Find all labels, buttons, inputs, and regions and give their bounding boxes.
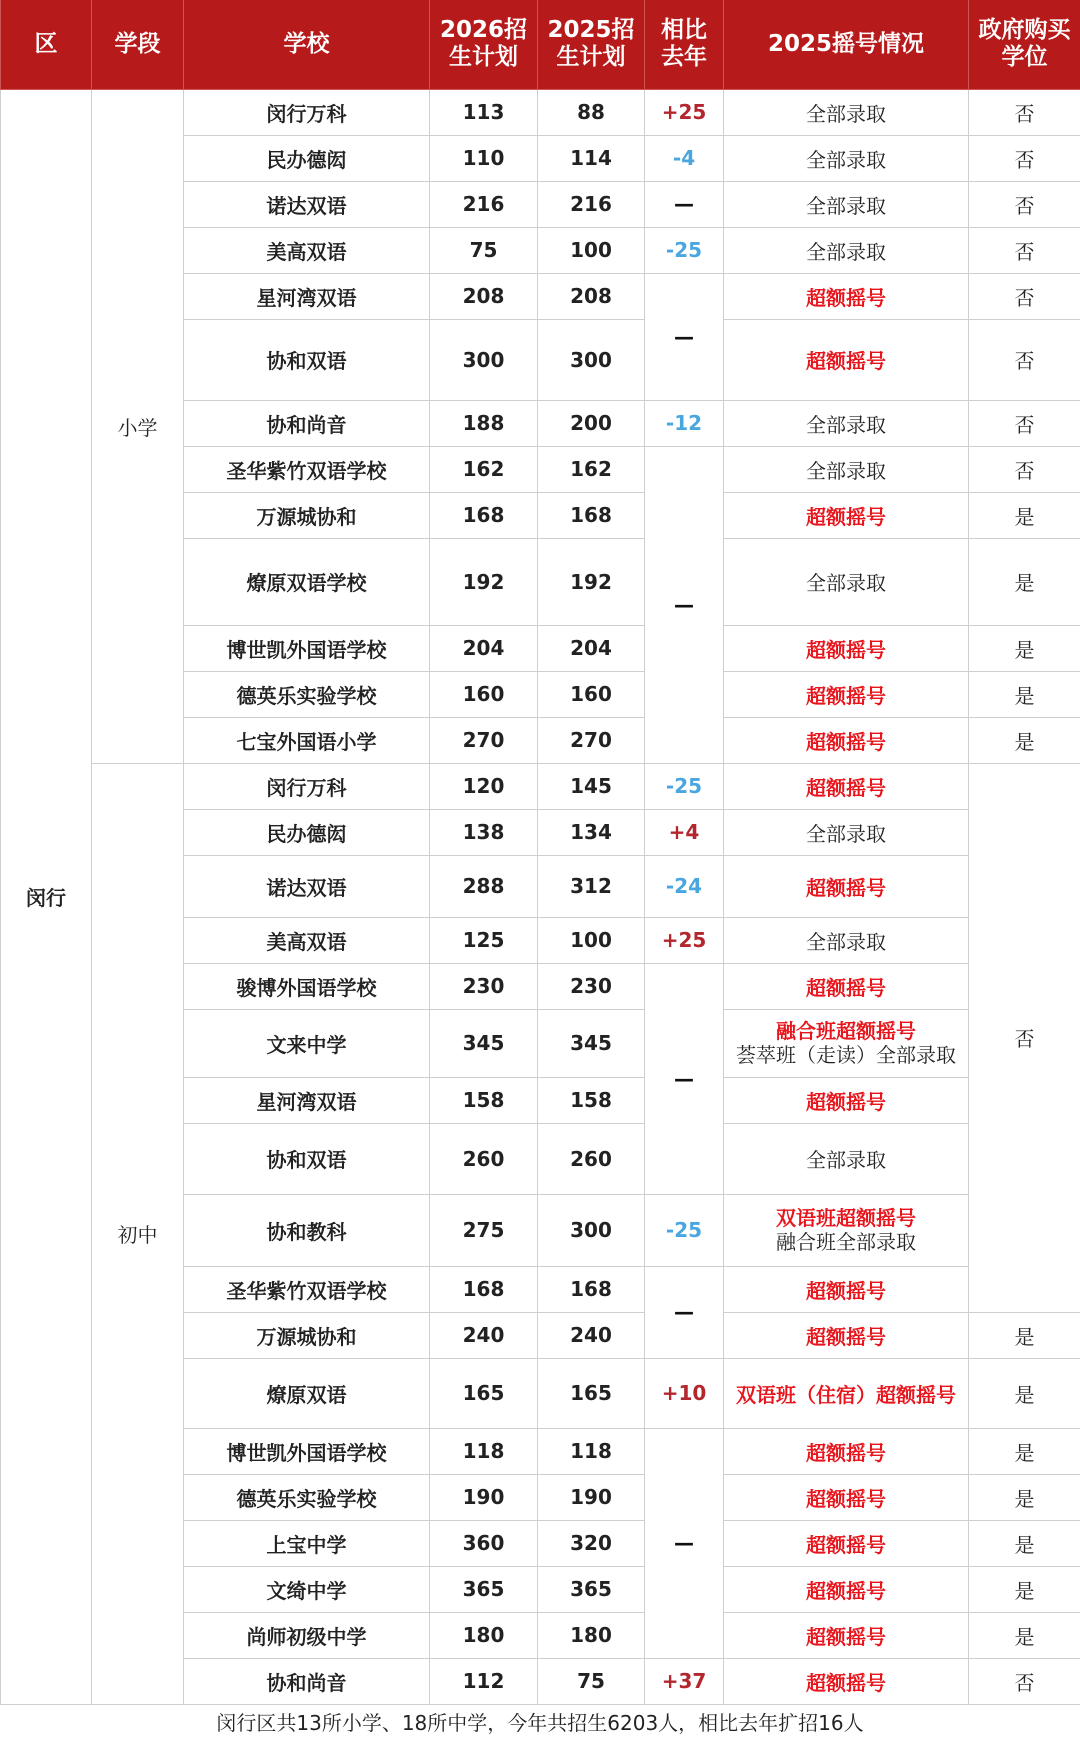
school-name: 德英乐实验学校 [184,671,430,717]
plan-2025: 365 [538,1566,645,1612]
plan-2026: 240 [430,1312,538,1358]
plan-2025: 118 [538,1428,645,1474]
header-school: 学校 [184,0,430,89]
stage-primary: 小学 [92,89,184,763]
plan-2026: 162 [430,446,538,492]
school-name: 博世凯外国语学校 [184,625,430,671]
school-name: 文绮中学 [184,1566,430,1612]
lottery-status: 超额摇号 [724,1520,969,1566]
gov-buy: 是 [969,1520,1080,1566]
plan-2025: 190 [538,1474,645,1520]
lottery-status [724,1009,969,1077]
plan-2025: 260 [538,1123,645,1194]
plan-2026: 158 [430,1077,538,1123]
plan-2026: 118 [430,1428,538,1474]
gov-buy: 否 [969,181,1080,227]
plan-2026: 270 [430,717,538,763]
gov-buy: 是 [969,671,1080,717]
diff-value: -25 [645,227,724,273]
plan-2025: 180 [538,1612,645,1658]
plan-2026: 168 [430,492,538,538]
lottery-status: 超额摇号 [724,273,969,319]
diff-value: — [645,446,724,763]
school-name: 博世凯外国语学校 [184,1428,430,1474]
gov-buy: 否 [969,400,1080,446]
plan-2026: 216 [430,181,538,227]
plan-2025: 300 [538,1194,645,1266]
school-name: 协和双语 [184,319,430,400]
plan-2026: 190 [430,1474,538,1520]
plan-2025: 162 [538,446,645,492]
lottery-status: 全部录取 [724,89,969,135]
plan-2026: 230 [430,963,538,1009]
plan-2025: 216 [538,181,645,227]
gov-buy: 否 [969,135,1080,181]
school-name: 上宝中学 [184,1520,430,1566]
plan-2026: 160 [430,671,538,717]
gov-buy: 是 [969,1566,1080,1612]
lottery-status: 超额摇号 [724,625,969,671]
school-name: 骏博外国语学校 [184,963,430,1009]
lottery-status: 超额摇号 [724,1312,969,1358]
diff-value: — [645,1428,724,1658]
lottery-status: 超额摇号 [724,763,969,809]
diff-value: — [645,1266,724,1358]
plan-2026: 275 [430,1194,538,1266]
plan-2025: 158 [538,1077,645,1123]
header-gov-buy: 政府购买学位 [969,0,1080,89]
school-name: 圣华紫竹双语学校 [184,446,430,492]
school-name: 星河湾双语 [184,273,430,319]
lottery-status: 全部录取 [724,400,969,446]
plan-2025: 230 [538,963,645,1009]
plan-2025: 345 [538,1009,645,1077]
plan-2025: 312 [538,855,645,917]
school-name: 圣华紫竹双语学校 [184,1266,430,1312]
plan-2025: 208 [538,273,645,319]
plan-2026: 360 [430,1520,538,1566]
gov-buy: 是 [969,1428,1080,1474]
stage-middle: 初中 [92,763,184,1704]
school-name: 七宝外国语小学 [184,717,430,763]
lottery-status: 全部录取 [724,446,969,492]
plan-2026: 138 [430,809,538,855]
lottery-status: 全部录取 [724,227,969,273]
table-row [1,763,1080,809]
plan-2026: 180 [430,1612,538,1658]
gov-buy: 是 [969,492,1080,538]
diff-value: +37 [645,1658,724,1704]
lottery-status: 超额摇号 [724,1474,969,1520]
school-name: 文来中学 [184,1009,430,1077]
gov-buy: 是 [969,625,1080,671]
plan-2026: 125 [430,917,538,963]
diff-value: +25 [645,917,724,963]
lottery-status: 超额摇号 [724,319,969,400]
plan-2025: 204 [538,625,645,671]
lottery-status: 全部录取 [724,538,969,625]
plan-2025: 240 [538,1312,645,1358]
school-name: 诺达双语 [184,181,430,227]
lottery-status: 超额摇号 [724,1077,969,1123]
gov-buy: 否 [969,227,1080,273]
plan-2026: 110 [430,135,538,181]
gov-buy: 否 [969,763,1080,1312]
diff-value: -24 [645,855,724,917]
gov-buy: 否 [969,446,1080,492]
lottery-status: 超额摇号 [724,1428,969,1474]
header-lottery-2025: 2025摇号情况 [724,0,969,89]
school-name: 民办德闳 [184,809,430,855]
gov-buy: 否 [969,319,1080,400]
plan-2026: 168 [430,1266,538,1312]
plan-2026: 208 [430,273,538,319]
school-name: 德英乐实验学校 [184,1474,430,1520]
gov-buy: 否 [969,1658,1080,1704]
gov-buy: 否 [969,273,1080,319]
diff-value: -25 [645,763,724,809]
header-stage: 学段 [92,0,184,89]
header-plan-2025: 2025招生计划 [538,0,645,89]
plan-2026: 365 [430,1566,538,1612]
plan-2026: 288 [430,855,538,917]
lottery-status: 超额摇号 [724,1266,969,1312]
gov-buy: 是 [969,1358,1080,1428]
plan-2026: 345 [430,1009,538,1077]
lottery-status: 超额摇号 [724,963,969,1009]
district-cell: 闵行 [1,89,92,1704]
plan-2026: 260 [430,1123,538,1194]
gov-buy: 是 [969,1312,1080,1358]
diff-value: +4 [645,809,724,855]
plan-2025: 270 [538,717,645,763]
diff-value: +25 [645,89,724,135]
school-name: 协和双语 [184,1123,430,1194]
plan-2025: 100 [538,917,645,963]
plan-2025: 88 [538,89,645,135]
plan-2025: 100 [538,227,645,273]
plan-2025: 145 [538,763,645,809]
header-plan-2026: 2026招生计划 [430,0,538,89]
school-name: 燎原双语 [184,1358,430,1428]
lottery-status: 超额摇号 [724,717,969,763]
plan-2026: 165 [430,1358,538,1428]
lottery-status: 双语班（住宿）超额摇号 [724,1358,969,1428]
plan-2026: 113 [430,89,538,135]
plan-2026: 300 [430,319,538,400]
school-name: 万源城协和 [184,1312,430,1358]
lottery-status: 全部录取 [724,135,969,181]
lottery-status: 超额摇号 [724,492,969,538]
lottery-status-black: 荟萃班（走读）全部录取 [736,1043,956,1067]
school-name: 民办德闳 [184,135,430,181]
lottery-status: 全部录取 [724,809,969,855]
school-name: 闵行万科 [184,89,430,135]
diff-value: -25 [645,1194,724,1266]
diff-value: — [645,963,724,1194]
lottery-status: 超额摇号 [724,1658,969,1704]
diff-value: -4 [645,135,724,181]
header-diff: 相比去年 [645,0,724,89]
plan-2026: 75 [430,227,538,273]
plan-2025: 160 [538,671,645,717]
diff-value: +10 [645,1358,724,1428]
diff-value: -12 [645,400,724,446]
plan-2026: 112 [430,1658,538,1704]
table-row [1,89,1080,135]
school-name: 星河湾双语 [184,1077,430,1123]
school-name: 诺达双语 [184,855,430,917]
gov-buy: 否 [969,89,1080,135]
plan-2025: 300 [538,319,645,400]
school-name: 燎原双语学校 [184,538,430,625]
school-name: 万源城协和 [184,492,430,538]
plan-2025: 134 [538,809,645,855]
gov-buy: 是 [969,717,1080,763]
plan-2025: 320 [538,1520,645,1566]
plan-2026: 120 [430,763,538,809]
plan-2026: 192 [430,538,538,625]
lottery-status [724,1194,969,1266]
lottery-status: 全部录取 [724,181,969,227]
school-name: 闵行万科 [184,763,430,809]
lottery-status: 全部录取 [724,917,969,963]
gov-buy: 是 [969,538,1080,625]
gov-buy: 是 [969,1474,1080,1520]
plan-2025: 168 [538,1266,645,1312]
lottery-status: 超额摇号 [724,671,969,717]
header-district: 区 [1,0,92,89]
header-row [1,0,1080,89]
plan-2025: 168 [538,492,645,538]
lottery-status: 超额摇号 [724,1566,969,1612]
lottery-status-red: 双语班超额摇号 [776,1206,916,1230]
summary-footer: 闵行区共13所小学、18所中学，今年共招生6203人，相比去年扩招16人 [216,1711,864,1735]
plan-2025: 165 [538,1358,645,1428]
school-name: 协和尚音 [184,400,430,446]
school-name: 协和尚音 [184,1658,430,1704]
gov-buy: 是 [969,1612,1080,1658]
lottery-status: 超额摇号 [724,855,969,917]
plan-2026: 204 [430,625,538,671]
lottery-status-red: 融合班超额摇号 [776,1019,916,1043]
plan-2025: 200 [538,400,645,446]
plan-2025: 114 [538,135,645,181]
school-name: 协和教科 [184,1194,430,1266]
diff-value: — [645,181,724,227]
plan-2025: 192 [538,538,645,625]
school-name: 美高双语 [184,227,430,273]
plan-2026: 188 [430,400,538,446]
lottery-status: 全部录取 [724,1123,969,1194]
school-name: 美高双语 [184,917,430,963]
diff-value: — [645,273,724,400]
lottery-status-black: 融合班全部录取 [776,1230,916,1254]
school-name: 尚师初级中学 [184,1612,430,1658]
plan-2025: 75 [538,1658,645,1704]
lottery-status: 超额摇号 [724,1612,969,1658]
